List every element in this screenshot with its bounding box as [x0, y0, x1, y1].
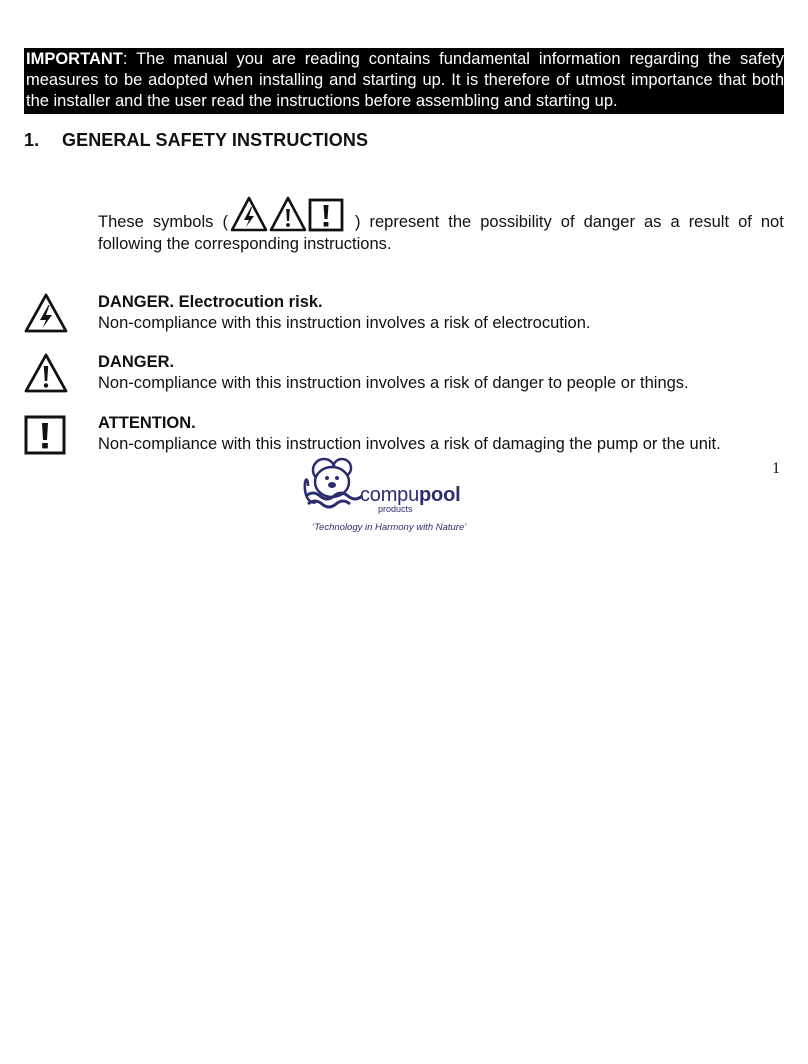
logo-tagline: ‘Technology in Harmony with Nature’: [312, 522, 467, 533]
section-title: GENERAL SAFETY INSTRUCTIONS: [62, 130, 369, 150]
intro-word: possibility: [480, 213, 552, 231]
warning-title: DANGER.: [98, 353, 175, 371]
compupool-logo: [302, 456, 482, 536]
symbols-line-2: following the corresponding instructions.: [98, 235, 392, 253]
important-notice: [24, 48, 784, 114]
symbols-line-1: [98, 192, 784, 232]
logo-brand-light: compu: [360, 484, 420, 506]
intro-word: of: [738, 213, 752, 231]
warning-title: DANGER. Electrocution risk.: [98, 293, 323, 311]
attention-icon: [24, 415, 66, 455]
intro-word: danger: [583, 213, 635, 231]
logo-products: products: [378, 504, 413, 514]
section-number: 1.: [24, 130, 40, 150]
intro-word: as: [644, 213, 662, 231]
danger-warning-icon: [269, 196, 307, 232]
section-heading: [24, 130, 368, 151]
warning-description: Non-compliance with this instruction involves a risk of danger to people or things.: [98, 374, 689, 392]
intro-word: the: [448, 213, 472, 231]
intro-word: ): [354, 213, 361, 231]
logo-brand-bold: pool: [419, 484, 461, 506]
intro-word: (: [222, 213, 228, 231]
electrocution-warning-icon: [24, 292, 68, 334]
intro-word: a: [670, 213, 680, 231]
electrocution-warning-icon: [230, 196, 268, 232]
important-text: : The manual you are reading contains fundamental information regarding the safety measures to be adopted when installing and starting up. It is therefore of utmost importance that both the installer and the user read the instructions before assembling and starting up.: [26, 50, 784, 110]
danger-warning-icon: [24, 352, 68, 394]
intro-word: represent: [369, 213, 440, 231]
important-label: IMPORTANT: [26, 50, 123, 68]
warning-description: Non-compliance with this instruction involves a risk of damaging the pump or the unit.: [98, 435, 721, 453]
intro-word: symbols: [152, 213, 214, 231]
warning-title: ATTENTION.: [98, 414, 196, 432]
symbols-intro: [98, 192, 784, 254]
attention-icon: [308, 198, 344, 232]
intro-word: of: [560, 213, 575, 231]
intro-word: These: [98, 213, 144, 231]
page-number: 1: [772, 460, 780, 477]
inline-symbols: [230, 196, 344, 232]
intro-word: not: [760, 213, 784, 231]
intro-word: result: [688, 213, 730, 231]
warning-description: Non-compliance with this instruction involves a risk of electrocution.: [98, 314, 591, 332]
